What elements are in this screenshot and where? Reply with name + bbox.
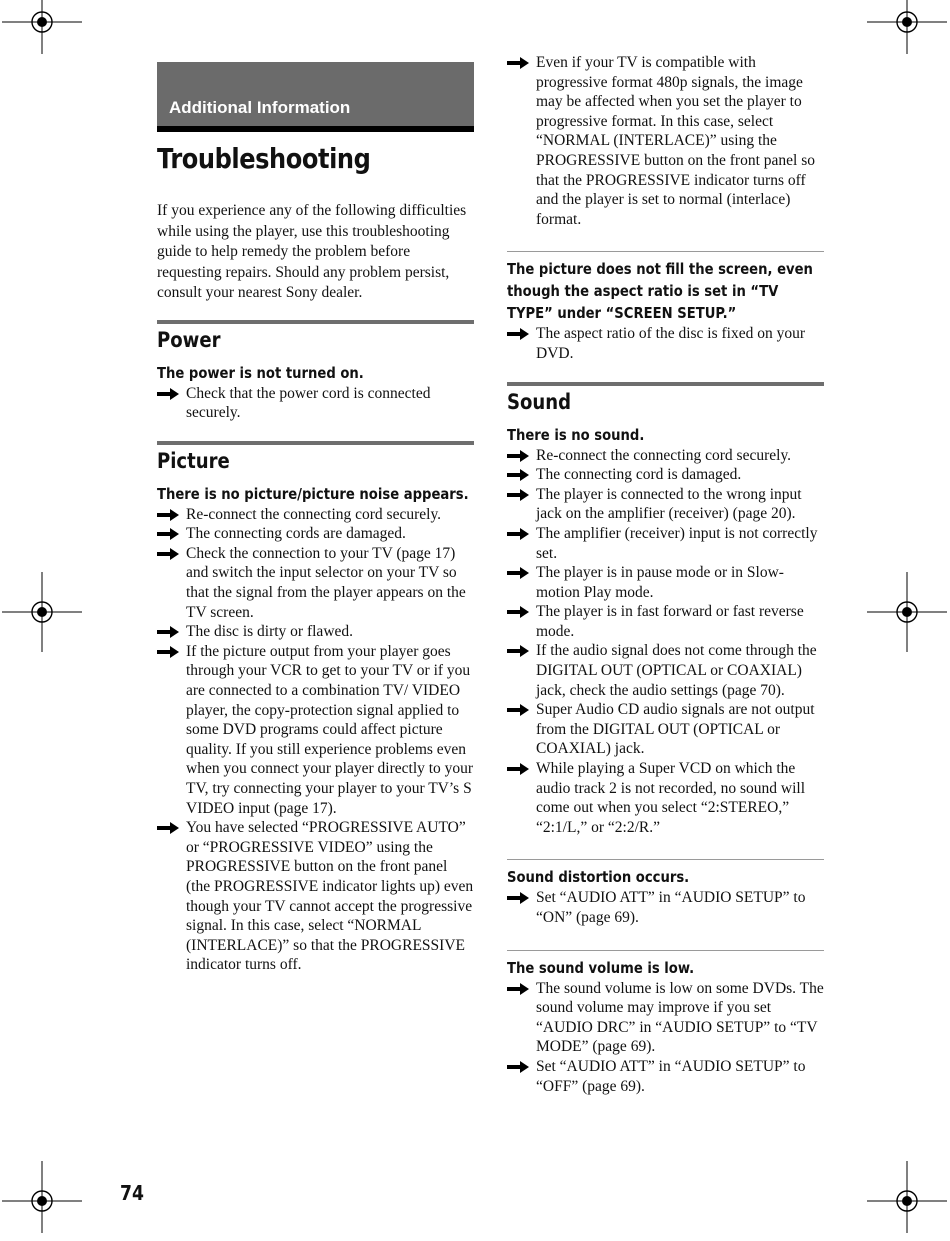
arrow-icon: [157, 528, 179, 540]
problem-heading: Sound distortion occurs.: [507, 868, 690, 887]
list-item: Check the connection to your TV (page 17) and switch the input selector on your TV so that the signal from the player appears on the TV screen.: [157, 544, 474, 622]
list-item: Re-connect the connecting cord securely.: [507, 446, 824, 466]
section-band-label: Additional Information: [169, 98, 351, 117]
problem-heading: The picture does not fill the screen, even though the aspect ratio is set in “TV TYPE” under “SCREEN SETUP.”: [507, 260, 813, 323]
list-item: Re-connect the connecting cord securely.: [157, 505, 474, 525]
page-number: 74: [120, 1181, 144, 1205]
sound-heading: Sound: [507, 389, 572, 414]
problem-heading: There is no picture/picture noise appears.: [157, 484, 469, 503]
solution-list: [157, 505, 474, 975]
solution-list: [507, 324, 824, 363]
arrow-icon: [157, 509, 179, 521]
arrow-icon: [507, 57, 529, 69]
arrow-icon: [507, 489, 529, 501]
registration-mark-mid-left: [2, 572, 82, 652]
section-rule: [157, 441, 474, 445]
problem-divider: [507, 251, 824, 252]
intro-paragraph: If you experience any of the following difficulties while using the player, use this troubleshooting guide to help remedy the problem before requesting repairs. Should any problem persist, consult your nearest Sony dealer.: [157, 202, 467, 301]
arrow-icon: [507, 704, 529, 716]
problem-divider: [507, 950, 824, 951]
left-column: [157, 52, 474, 975]
arrow-icon: [507, 528, 529, 540]
list-item: If the picture output from your player goes through your VCR to get to your TV or if you are connected to a combination TV/ VIDEO player, the copy-protection signal applied to some DVD programs could affect picture quality. If you still experience problems even when you connect your player directly to your TV, try connecting your player to your TV’s S VIDEO input (page 17).: [157, 642, 474, 818]
list-item: Check that the power cord is connected securely.: [157, 384, 474, 423]
arrow-icon: [157, 626, 179, 638]
arrow-icon: [507, 763, 529, 775]
registration-mark-bottom-right: [867, 1161, 947, 1241]
arrow-icon: [507, 1061, 529, 1073]
list-item: Set “AUDIO ATT” in “AUDIO SETUP” to “OFF” (page 69).: [507, 1057, 824, 1096]
arrow-icon: [507, 328, 529, 340]
section-rule: [507, 382, 824, 386]
list-item: The amplifier (receiver) input is not correctly set.: [507, 524, 824, 563]
arrow-icon: [157, 548, 179, 560]
list-item: The player is in fast forward or fast reverse mode.: [507, 602, 824, 641]
page-title: Troubleshooting: [157, 142, 371, 175]
picture-heading: Picture: [157, 448, 230, 473]
list-item: The aspect ratio of the disc is fixed on your DVD.: [507, 324, 824, 363]
arrow-icon: [157, 388, 179, 400]
solution-list: [507, 979, 824, 1097]
problem-divider: [507, 859, 824, 860]
list-item: The player is in pause mode or in Slow-motion Play mode.: [507, 563, 824, 602]
problem-heading: The power is not turned on.: [157, 363, 364, 382]
problem-heading: The sound volume is low.: [507, 958, 695, 977]
arrow-icon: [157, 822, 179, 834]
solution-list: [507, 53, 824, 229]
arrow-icon: [507, 567, 529, 579]
arrow-icon: [507, 983, 529, 995]
right-column: [507, 53, 824, 1096]
list-item: Even if your TV is compatible with progressive format 480p signals, the image may be affected when you set the player to progressive format. In this case, select “NORMAL (INTERLACE)” using the PROGRESSIVE button on the front panel so that the PROGRESSIVE indicator turns off and the player is set to normal (interlace) format.: [507, 53, 824, 229]
solution-list: [507, 888, 824, 927]
arrow-icon: [507, 469, 529, 481]
list-item: The sound volume is low on some DVDs. The sound volume may improve if you set “AUDIO DRC” in “AUDIO SETUP” to “TV MODE” (page 69).: [507, 979, 824, 1057]
arrow-icon: [507, 892, 529, 904]
list-item: You have selected “PROGRESSIVE AUTO” or “PROGRESSIVE VIDEO” using the PROGRESSIVE button on the front panel (the PROGRESSIVE indicator lights up) even though your TV cannot accept the progressive signal. In this case, select “NORMAL (INTERLACE)” so that the PROGRESSIVE indicator turns off.: [157, 818, 474, 975]
registration-mark-mid-right: [867, 572, 947, 652]
list-item: Super Audio CD audio signals are not output from the DIGITAL OUT (OPTICAL or COAXIAL) jack.: [507, 700, 824, 759]
arrow-icon: [507, 645, 529, 657]
registration-mark-top-right: [867, 0, 947, 62]
list-item: Set “AUDIO ATT” in “AUDIO SETUP” to “ON” (page 69).: [507, 888, 824, 927]
registration-mark-bottom-left: [2, 1161, 82, 1241]
arrow-icon: [507, 606, 529, 618]
arrow-icon: [507, 450, 529, 462]
power-heading: Power: [157, 327, 221, 352]
section-band: [157, 62, 474, 132]
solution-list: [157, 384, 474, 423]
list-item: While playing a Super VCD on which the audio track 2 is not recorded, no sound will come out when you select “2:STEREO,” “2:1/L,” or “2:2/R.”: [507, 759, 824, 837]
list-item: The connecting cord is damaged.: [507, 465, 824, 485]
section-rule: [157, 320, 474, 324]
arrow-icon: [157, 646, 179, 658]
list-item: The player is connected to the wrong input jack on the amplifier (receiver) (page 20).: [507, 485, 824, 524]
list-item: The connecting cords are damaged.: [157, 524, 474, 544]
registration-mark-top-left: [2, 0, 82, 62]
list-item: If the audio signal does not come through the DIGITAL OUT (OPTICAL or COAXIAL) jack, check the audio settings (page 70).: [507, 641, 824, 700]
problem-heading: There is no sound.: [507, 425, 645, 444]
list-item: The disc is dirty or flawed.: [157, 622, 474, 642]
solution-list: [507, 446, 824, 838]
